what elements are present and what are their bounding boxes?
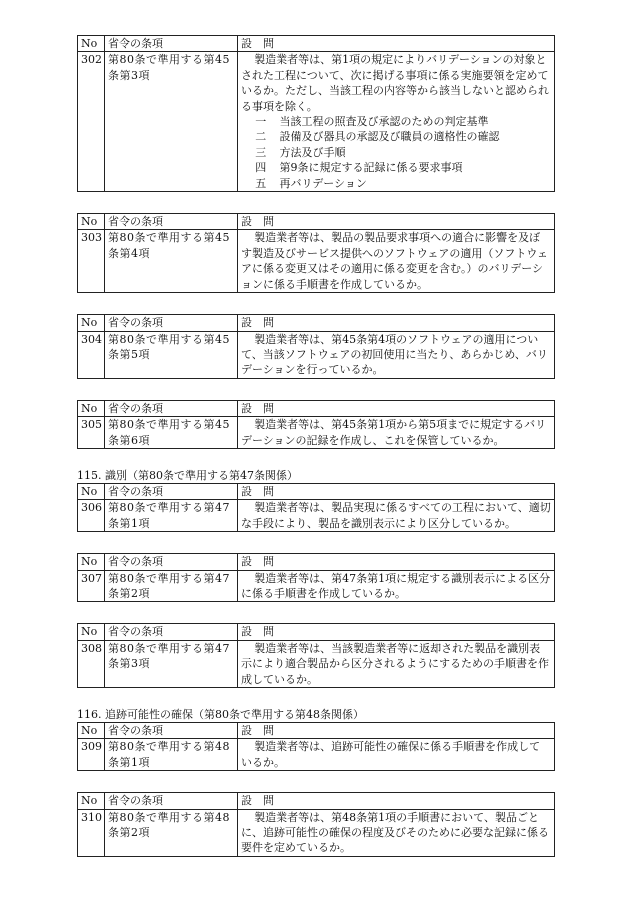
header-article: 省令の条項: [105, 400, 238, 416]
question-text: 製造業者等は、第45条第4項のソフトウェアの適用について、当該ソフトウェアの初回使用に当たり、あらかじめ、バリデーションを行っているか。: [238, 331, 555, 378]
header-no: No: [78, 793, 105, 809]
header-no: No: [78, 214, 105, 230]
table-header-row: [78, 214, 555, 230]
header-no: No: [78, 723, 105, 739]
table-row: [78, 500, 555, 532]
article-reference: 第80条で準用する第47条第3項: [105, 640, 238, 687]
header-article: 省令の条項: [105, 793, 238, 809]
header-article: 省令の条項: [105, 315, 238, 331]
question-number: 308: [78, 640, 105, 687]
header-article: 省令の条項: [105, 483, 238, 499]
question-text: 製造業者等は、第1項の規定によりバリデーションの対象とされた工程について、次に掲げる事項に係る実施要領を定めているか。ただし、当該工程の内容等から該当しないと認められる事項を除く。: [241, 53, 549, 113]
article-reference: 第80条で準用する第47条第2項: [105, 570, 238, 602]
header-no: No: [78, 483, 105, 499]
header-question: 設 問: [238, 793, 555, 809]
list-item: 一 当該工程の照査及び承認のための判定基準: [255, 115, 489, 129]
header-article: 省令の条項: [105, 723, 238, 739]
question-table-303: [77, 213, 555, 293]
table-row: [78, 570, 555, 602]
article-reference: 第80条で準用する第45条第4項: [105, 230, 238, 293]
section-heading-116: 116. 追跡可能性の確保（第80条で準用する第48条関係）: [77, 708, 364, 721]
question-text: 製造業者等は、第47条第1項に規定する識別表示による区分に係る手順書を作成しているか。: [238, 570, 555, 602]
question-text: 製造業者等は、当該製造業者等に返却された製品を識別表示により適合製品から区分されるようにするための手順書を作成しているか。: [238, 640, 555, 687]
question-table-309: [77, 722, 555, 771]
question-table-306: [77, 483, 555, 532]
question-number: 302: [78, 52, 105, 192]
table-row: [78, 640, 555, 687]
table-header-row: [78, 36, 555, 52]
header-article: 省令の条項: [105, 624, 238, 640]
question-text: 製造業者等は、第45条第1項から第5項までに規定するバリデーションの記録を作成し、これを保管しているか。: [238, 417, 555, 449]
table-header-row: [78, 554, 555, 570]
header-no: No: [78, 624, 105, 640]
question-number: 304: [78, 331, 105, 378]
article-reference: 第80条で準用する第48条第1項: [105, 739, 238, 771]
question-table-302: [77, 35, 555, 192]
header-question: 設 問: [238, 36, 555, 52]
article-reference: 第80条で準用する第47条第1項: [105, 500, 238, 532]
question-number: 303: [78, 230, 105, 293]
table-row: [78, 52, 555, 192]
question-table-307: [77, 553, 555, 602]
question-number: 310: [78, 809, 105, 856]
question-text: 製造業者等は、第48条第1項の手順書において、製品ごとに、追跡可能性の確保の程度及びそのために必要な記録に係る要件を定めているか。: [238, 809, 555, 856]
header-question: 設 問: [238, 483, 555, 499]
table-header-row: [78, 483, 555, 499]
question-table-305: [77, 400, 555, 449]
table-row: [78, 331, 555, 378]
header-question: 設 問: [238, 315, 555, 331]
header-no: No: [78, 554, 105, 570]
header-article: 省令の条項: [105, 36, 238, 52]
document-page: [77, 35, 554, 857]
list-item: 二 設備及び器具の承認及び職員の適格性の確認: [255, 130, 500, 144]
header-question: 設 問: [238, 554, 555, 570]
question-text-cell: [238, 52, 555, 192]
header-no: No: [78, 400, 105, 416]
question-table-308: [77, 623, 555, 688]
header-question: 設 問: [238, 400, 555, 416]
table-row: [78, 417, 555, 449]
header-article: 省令の条項: [105, 214, 238, 230]
question-text: 製造業者等は、製品の製品要求事項への適合に影響を及ぼす製造及びサービス提供へのソフトウェアの適用（ソフトウェアに係る変更又はその適用に係る変更を含む。）のバリデーションに係る手順書を作成しているか。: [238, 230, 555, 293]
article-reference: 第80条で準用する第48条第2項: [105, 809, 238, 856]
table-header-row: [78, 624, 555, 640]
header-no: No: [78, 315, 105, 331]
question-text: 製造業者等は、製品実現に係るすべての工程において、適切な手段により、製品を識別表示により区分しているか。: [238, 500, 555, 532]
article-reference: 第80条で準用する第45条第5項: [105, 331, 238, 378]
header-no: No: [78, 36, 105, 52]
question-table-310: [77, 792, 555, 857]
table-header-row: [78, 400, 555, 416]
table-header-row: [78, 315, 555, 331]
section-heading-115: 115. 識別（第80条で準用する第47条関係）: [77, 468, 298, 482]
header-question: 設 問: [238, 723, 555, 739]
header-article: 省令の条項: [105, 554, 238, 570]
question-number: 305: [78, 417, 105, 449]
list-item: 四 第9条に規定する記録に係る要求事項: [255, 161, 463, 175]
list-item: 三 方法及び手順: [255, 145, 346, 159]
header-question: 設 問: [238, 214, 555, 230]
table-header-row: [78, 793, 555, 809]
question-number: 309: [78, 739, 105, 771]
question-text: 製造業者等は、追跡可能性の確保に係る手順書を作成しているか。: [238, 739, 555, 771]
list-item: 五 再バリデーション: [255, 176, 367, 190]
table-row: [78, 739, 555, 771]
table-row: [78, 230, 555, 293]
article-reference: 第80条で準用する第45条第6項: [105, 417, 238, 449]
article-reference: 第80条で準用する第45条第3項: [105, 52, 238, 192]
question-table-304: [77, 314, 555, 379]
question-number: 306: [78, 500, 105, 532]
table-header-row: [78, 723, 555, 739]
question-number: 307: [78, 570, 105, 602]
header-question: 設 問: [238, 624, 555, 640]
table-row: [78, 809, 555, 856]
